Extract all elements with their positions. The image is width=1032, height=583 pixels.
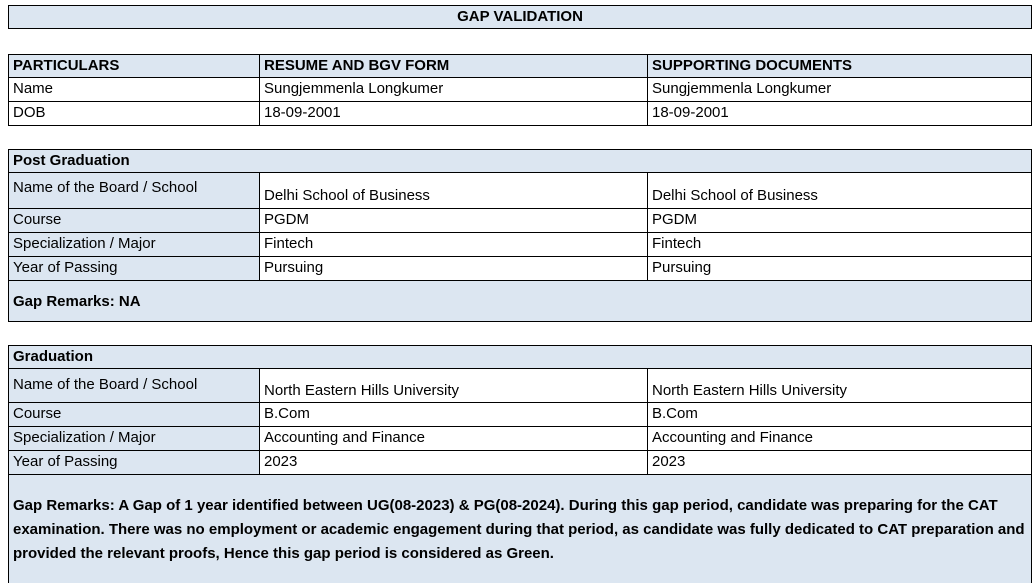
name-resume: Sungjemmenla Longkumer: [259, 77, 648, 102]
section-heading-post-graduation: Post Graduation: [8, 149, 1032, 173]
pg-board-supporting: Delhi School of Business: [647, 172, 1032, 209]
pg-year-supporting: Pursuing: [647, 256, 1032, 281]
header-resume: RESUME AND BGV FORM: [259, 54, 648, 78]
ug-year-label: Year of Passing: [8, 450, 260, 475]
header-supporting: SUPPORTING DOCUMENTS: [647, 54, 1032, 78]
dob-label: DOB: [8, 101, 260, 126]
ug-year-resume: 2023: [259, 450, 648, 475]
pg-course-resume: PGDM: [259, 208, 648, 233]
pg-year-label: Year of Passing: [8, 256, 260, 281]
ug-course-label: Course: [8, 402, 260, 427]
pg-course-label: Course: [8, 208, 260, 233]
pg-major-resume: Fintech: [259, 232, 648, 257]
pg-major-label: Specialization / Major: [8, 232, 260, 257]
pg-major-supporting: Fintech: [647, 232, 1032, 257]
ug-course-resume: B.Com: [259, 402, 648, 427]
ug-board-label: Name of the Board / School: [8, 368, 260, 403]
ug-course-supporting: B.Com: [647, 402, 1032, 427]
pg-year-resume: Pursuing: [259, 256, 648, 281]
pg-board-resume: Delhi School of Business: [259, 172, 648, 209]
dob-resume: 18-09-2001: [259, 101, 648, 126]
ug-board-resume: North Eastern Hills University: [259, 368, 648, 403]
ug-major-supporting: Accounting and Finance: [647, 426, 1032, 451]
ug-major-resume: Accounting and Finance: [259, 426, 648, 451]
ug-gap-remarks: Gap Remarks: A Gap of 1 year identified between UG(08-2023) & PG(08-2024). During this gap period, candidate was preparing for the CAT examination. There was no employment or academic engagement during that period, as candidate was fully dedicated to CAT preparation and provided the relevant proofs, Hence this gap period is considered as Green.: [8, 474, 1032, 583]
name-supporting: Sungjemmenla Longkumer: [647, 77, 1032, 102]
pg-course-supporting: PGDM: [647, 208, 1032, 233]
header-particulars: PARTICULARS: [8, 54, 260, 78]
name-label: Name: [8, 77, 260, 102]
ug-year-supporting: 2023: [647, 450, 1032, 475]
ug-major-label: Specialization / Major: [8, 426, 260, 451]
ug-board-supporting: North Eastern Hills University: [647, 368, 1032, 403]
page-title: GAP VALIDATION: [8, 5, 1032, 29]
dob-supporting: 18-09-2001: [647, 101, 1032, 126]
section-heading-graduation: Graduation: [8, 345, 1032, 369]
pg-board-label: Name of the Board / School: [8, 172, 260, 209]
pg-gap-remarks: Gap Remarks: NA: [8, 280, 1032, 322]
